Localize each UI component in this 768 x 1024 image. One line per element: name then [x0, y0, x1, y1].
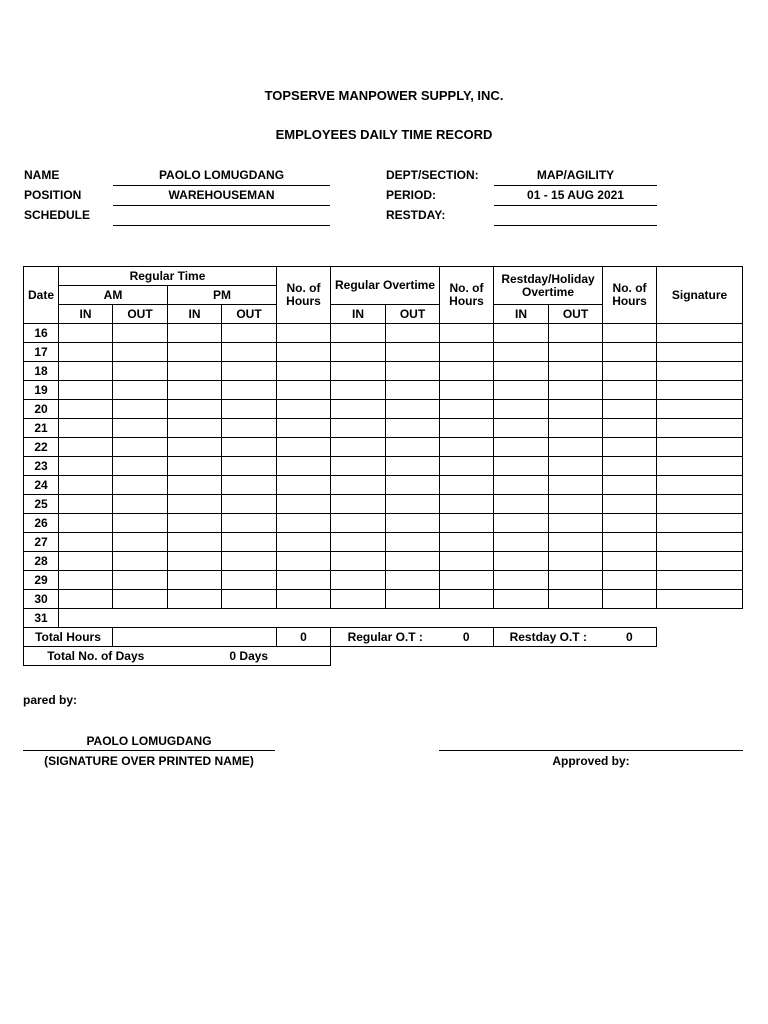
table-row — [24, 533, 743, 552]
date-cell: 29 — [24, 571, 59, 590]
time-cell[interactable] — [222, 381, 277, 400]
period-underline — [494, 205, 657, 206]
time-cell[interactable] — [168, 362, 222, 381]
date-cell: 24 — [24, 476, 59, 495]
table-row — [24, 419, 743, 438]
time-cell[interactable] — [494, 590, 549, 609]
time-cell[interactable] — [440, 476, 494, 495]
time-cell[interactable] — [494, 362, 549, 381]
time-cell[interactable] — [59, 495, 113, 514]
time-cell[interactable] — [277, 571, 331, 590]
signature-header: Signature — [657, 267, 743, 324]
time-cell[interactable] — [277, 362, 331, 381]
time-cell[interactable] — [657, 514, 743, 533]
time-cell[interactable] — [440, 514, 494, 533]
restday-underline — [494, 225, 657, 226]
time-cell[interactable] — [222, 571, 277, 590]
restday-ot-label: Restday O.T : — [494, 628, 603, 647]
time-cell[interactable] — [440, 609, 494, 628]
time-cell[interactable] — [657, 495, 743, 514]
time-cell[interactable] — [222, 495, 277, 514]
time-cell[interactable] — [331, 495, 386, 514]
prepared-signature-line — [23, 750, 275, 751]
time-cell[interactable] — [549, 533, 603, 552]
empty-cell — [657, 628, 743, 647]
time-cell[interactable] — [222, 438, 277, 457]
time-cell[interactable] — [113, 457, 168, 476]
time-cell[interactable] — [277, 533, 331, 552]
time-cell[interactable] — [277, 495, 331, 514]
time-cell[interactable] — [657, 552, 743, 571]
time-cell[interactable] — [386, 438, 440, 457]
time-cell[interactable] — [113, 571, 168, 590]
total-hours-blank — [113, 628, 277, 647]
time-cell[interactable] — [168, 324, 222, 343]
time-cell[interactable] — [603, 381, 657, 400]
time-cell[interactable] — [331, 476, 386, 495]
signature-caption: (SIGNATURE OVER PRINTED NAME) — [44, 754, 254, 768]
time-cell[interactable] — [386, 514, 440, 533]
time-cell[interactable] — [603, 609, 657, 628]
regular-ot-out-header: OUT — [386, 305, 440, 324]
empty-cell — [331, 647, 743, 666]
time-cell[interactable] — [168, 343, 222, 362]
time-cell[interactable] — [603, 419, 657, 438]
time-cell[interactable] — [113, 438, 168, 457]
hours-header-restday: No. of Hours — [603, 267, 657, 324]
time-cell[interactable] — [440, 495, 494, 514]
time-cell[interactable] — [603, 438, 657, 457]
time-cell[interactable] — [168, 457, 222, 476]
time-cell[interactable] — [386, 609, 440, 628]
time-cell[interactable] — [222, 324, 277, 343]
period-label: PERIOD: — [386, 188, 437, 202]
time-cell[interactable] — [59, 609, 113, 628]
table-row — [24, 609, 743, 628]
regular-ot-label: Regular O.T : — [331, 628, 440, 647]
time-cell[interactable] — [331, 552, 386, 571]
am-in-header: IN — [59, 305, 113, 324]
time-cell[interactable] — [386, 324, 440, 343]
time-cell[interactable] — [494, 438, 549, 457]
time-cell[interactable] — [549, 362, 603, 381]
table-row — [24, 495, 743, 514]
time-cell[interactable] — [603, 343, 657, 362]
time-cell[interactable] — [277, 609, 331, 628]
time-cell[interactable] — [657, 571, 743, 590]
pm-out-header: OUT — [222, 305, 277, 324]
time-cell[interactable] — [386, 476, 440, 495]
time-cell[interactable] — [59, 533, 113, 552]
time-cell[interactable] — [113, 400, 168, 419]
time-cell[interactable] — [386, 571, 440, 590]
time-cell[interactable] — [549, 324, 603, 343]
position-underline — [113, 205, 330, 206]
time-cell[interactable] — [657, 419, 743, 438]
time-cell[interactable] — [549, 514, 603, 533]
time-cell[interactable] — [386, 533, 440, 552]
restday-label: RESTDAY: — [386, 208, 446, 222]
time-cell[interactable] — [277, 590, 331, 609]
time-cell[interactable] — [549, 457, 603, 476]
time-cell[interactable] — [603, 362, 657, 381]
name-label: NAME — [24, 168, 60, 182]
time-cell[interactable] — [657, 343, 743, 362]
time-cell[interactable] — [113, 552, 168, 571]
time-cell[interactable] — [386, 590, 440, 609]
restday-holiday-overtime-header: Restday/Holiday Overtime — [494, 267, 603, 305]
time-cell[interactable] — [494, 609, 549, 628]
time-cell[interactable] — [386, 381, 440, 400]
time-cell[interactable] — [331, 343, 386, 362]
time-cell[interactable] — [386, 343, 440, 362]
time-cell[interactable] — [549, 476, 603, 495]
time-cell[interactable] — [331, 571, 386, 590]
time-cell[interactable] — [113, 495, 168, 514]
time-cell[interactable] — [168, 514, 222, 533]
time-cell[interactable] — [603, 476, 657, 495]
time-cell[interactable] — [331, 381, 386, 400]
time-cell[interactable] — [113, 343, 168, 362]
time-cell[interactable] — [168, 495, 222, 514]
time-cell[interactable] — [603, 495, 657, 514]
time-cell[interactable] — [494, 419, 549, 438]
time-cell[interactable] — [168, 552, 222, 571]
time-cell[interactable] — [222, 514, 277, 533]
time-cell[interactable] — [277, 457, 331, 476]
time-cell[interactable] — [59, 552, 113, 571]
time-cell[interactable] — [440, 590, 494, 609]
time-cell[interactable] — [603, 400, 657, 419]
table-row — [24, 476, 743, 495]
time-cell[interactable] — [549, 609, 603, 628]
time-cell[interactable] — [331, 362, 386, 381]
date-cell: 21 — [24, 419, 59, 438]
time-cell[interactable] — [494, 495, 549, 514]
time-cell[interactable] — [657, 438, 743, 457]
time-cell[interactable] — [113, 419, 168, 438]
time-cell[interactable] — [59, 419, 113, 438]
printed-name: PAOLO LOMUGDANG — [86, 734, 212, 748]
total-days-row — [24, 647, 743, 666]
dept-value: MAP/AGILITY — [536, 168, 615, 182]
time-cell[interactable] — [113, 590, 168, 609]
approved-by-label: Approved by: — [552, 754, 630, 768]
time-cell[interactable] — [168, 571, 222, 590]
time-cell[interactable] — [440, 324, 494, 343]
time-cell[interactable] — [59, 476, 113, 495]
date-cell: 23 — [24, 457, 59, 476]
time-cell[interactable] — [277, 343, 331, 362]
date-cell: 17 — [24, 343, 59, 362]
table-row — [24, 590, 743, 609]
time-cell[interactable] — [440, 457, 494, 476]
time-cell[interactable] — [657, 381, 743, 400]
date-cell: 25 — [24, 495, 59, 514]
restday-ot-out-header: OUT — [549, 305, 603, 324]
time-cell[interactable] — [603, 533, 657, 552]
time-cell[interactable] — [113, 362, 168, 381]
time-cell[interactable] — [386, 362, 440, 381]
time-cell[interactable] — [168, 419, 222, 438]
table-row — [24, 457, 743, 476]
time-cell[interactable] — [440, 343, 494, 362]
period-value: 01 - 15 AUG 2021 — [527, 188, 624, 202]
time-cell[interactable] — [494, 571, 549, 590]
pm-in-header: IN — [168, 305, 222, 324]
time-cell[interactable] — [113, 324, 168, 343]
position-label: POSITION — [24, 188, 82, 202]
date-cell: 30 — [24, 590, 59, 609]
time-cell[interactable] — [440, 381, 494, 400]
total-days-value: 0 Days — [168, 647, 331, 666]
date-cell: 28 — [24, 552, 59, 571]
time-cell[interactable] — [494, 324, 549, 343]
time-cell[interactable] — [222, 457, 277, 476]
time-cell[interactable] — [168, 590, 222, 609]
time-cell[interactable] — [331, 324, 386, 343]
time-cell[interactable] — [657, 476, 743, 495]
time-cell[interactable] — [59, 381, 113, 400]
date-cell: 26 — [24, 514, 59, 533]
document-title: EMPLOYEES DAILY TIME RECORD — [275, 127, 493, 142]
time-cell[interactable] — [277, 514, 331, 533]
time-cell[interactable] — [549, 438, 603, 457]
time-cell[interactable] — [222, 533, 277, 552]
table-row — [24, 343, 743, 362]
time-cell[interactable] — [549, 381, 603, 400]
prepared-by-label: pared by: — [23, 693, 78, 707]
time-cell[interactable] — [222, 400, 277, 419]
table-row — [24, 571, 743, 590]
time-cell[interactable] — [113, 476, 168, 495]
time-cell[interactable] — [657, 609, 743, 628]
time-cell[interactable] — [222, 362, 277, 381]
time-cell[interactable] — [113, 533, 168, 552]
time-cell[interactable] — [59, 590, 113, 609]
date-cell: 22 — [24, 438, 59, 457]
time-cell[interactable] — [549, 552, 603, 571]
time-cell[interactable] — [59, 514, 113, 533]
date-cell: 27 — [24, 533, 59, 552]
time-cell[interactable] — [494, 552, 549, 571]
time-cell[interactable] — [277, 438, 331, 457]
date-cell: 31 — [24, 609, 59, 628]
time-cell[interactable] — [277, 324, 331, 343]
time-cell[interactable] — [657, 400, 743, 419]
time-cell[interactable] — [168, 438, 222, 457]
time-cell[interactable] — [277, 381, 331, 400]
time-cell[interactable] — [277, 476, 331, 495]
time-cell[interactable] — [386, 457, 440, 476]
time-cell[interactable] — [168, 400, 222, 419]
restday-ot-value: 0 — [603, 628, 657, 647]
pm-header: PM — [168, 286, 277, 305]
time-cell[interactable] — [277, 400, 331, 419]
time-cell[interactable] — [549, 419, 603, 438]
time-cell[interactable] — [549, 343, 603, 362]
time-cell[interactable] — [113, 381, 168, 400]
time-cell[interactable] — [494, 514, 549, 533]
total-days-label: Total No. of Days — [24, 647, 168, 666]
name-underline — [113, 185, 330, 186]
time-cell[interactable] — [657, 590, 743, 609]
date-cell: 18 — [24, 362, 59, 381]
time-cell[interactable] — [603, 590, 657, 609]
table-row — [24, 438, 743, 457]
time-cell[interactable] — [386, 552, 440, 571]
time-cell[interactable] — [331, 533, 386, 552]
time-cell[interactable] — [549, 590, 603, 609]
time-cell[interactable] — [657, 457, 743, 476]
table-row — [24, 514, 743, 533]
time-cell[interactable] — [603, 571, 657, 590]
time-cell[interactable] — [440, 533, 494, 552]
time-cell[interactable] — [113, 514, 168, 533]
time-cell[interactable] — [440, 419, 494, 438]
table-row — [24, 552, 743, 571]
time-cell[interactable] — [440, 552, 494, 571]
position-value: WAREHOUSEMAN — [168, 188, 275, 202]
time-cell[interactable] — [168, 609, 222, 628]
restday-ot-in-header: IN — [494, 305, 549, 324]
time-cell[interactable] — [440, 362, 494, 381]
time-cell[interactable] — [168, 533, 222, 552]
time-cell[interactable] — [331, 457, 386, 476]
time-cell[interactable] — [494, 381, 549, 400]
dept-underline — [494, 185, 657, 186]
time-cell[interactable] — [603, 552, 657, 571]
table-row — [24, 400, 743, 419]
regular-overtime-header: Regular Overtime — [331, 267, 440, 305]
time-cell[interactable] — [222, 609, 277, 628]
time-cell[interactable] — [59, 362, 113, 381]
table-row — [24, 324, 743, 343]
time-cell[interactable] — [440, 438, 494, 457]
time-cell[interactable] — [549, 571, 603, 590]
time-cell[interactable] — [331, 590, 386, 609]
time-cell[interactable] — [59, 400, 113, 419]
date-cell: 19 — [24, 381, 59, 400]
time-cell[interactable] — [386, 400, 440, 419]
date-cell: 20 — [24, 400, 59, 419]
time-cell[interactable] — [277, 419, 331, 438]
time-cell[interactable] — [331, 438, 386, 457]
company-name: TOPSERVE MANPOWER SUPPLY, INC. — [264, 88, 504, 103]
am-out-header: OUT — [113, 305, 168, 324]
time-cell[interactable] — [657, 324, 743, 343]
hours-header-overtime: No. of Hours — [440, 267, 494, 324]
time-cell[interactable] — [603, 457, 657, 476]
total-hours-label: Total Hours — [24, 628, 113, 647]
time-cell[interactable] — [331, 400, 386, 419]
table-row — [24, 362, 743, 381]
time-cell[interactable] — [494, 533, 549, 552]
time-cell[interactable] — [603, 324, 657, 343]
dept-label: DEPT/SECTION: — [386, 168, 479, 182]
time-cell[interactable] — [386, 419, 440, 438]
time-cell[interactable] — [222, 552, 277, 571]
time-cell[interactable] — [222, 476, 277, 495]
date-header: Date — [24, 267, 59, 324]
time-cell[interactable] — [331, 609, 386, 628]
time-cell[interactable] — [59, 343, 113, 362]
name-value: PAOLO LOMUGDANG — [158, 168, 285, 182]
time-cell[interactable] — [494, 457, 549, 476]
regular-ot-value: 0 — [440, 628, 494, 647]
time-cell[interactable] — [113, 609, 168, 628]
approved-signature-line — [439, 750, 743, 751]
time-cell[interactable] — [494, 476, 549, 495]
time-cell[interactable] — [386, 495, 440, 514]
time-cell[interactable] — [603, 514, 657, 533]
time-cell[interactable] — [59, 571, 113, 590]
time-cell[interactable] — [168, 381, 222, 400]
time-cell[interactable] — [331, 419, 386, 438]
time-cell[interactable] — [59, 457, 113, 476]
time-cell[interactable] — [494, 400, 549, 419]
time-cell[interactable] — [222, 343, 277, 362]
time-cell[interactable] — [59, 324, 113, 343]
hours-header-regular: No. of Hours — [277, 267, 331, 324]
schedule-underline — [113, 225, 330, 226]
time-cell[interactable] — [222, 419, 277, 438]
time-cell[interactable] — [549, 495, 603, 514]
total-hours-row — [24, 628, 743, 647]
time-cell[interactable] — [168, 476, 222, 495]
time-cell[interactable] — [59, 438, 113, 457]
regular-time-header: Regular Time — [59, 267, 277, 286]
date-cell: 16 — [24, 324, 59, 343]
time-cell[interactable] — [657, 533, 743, 552]
table-row — [24, 381, 743, 400]
time-cell[interactable] — [657, 362, 743, 381]
time-cell[interactable] — [277, 552, 331, 571]
time-record-table — [23, 266, 743, 666]
time-cell[interactable] — [440, 400, 494, 419]
time-cell[interactable] — [494, 343, 549, 362]
time-cell[interactable] — [222, 590, 277, 609]
regular-ot-in-header: IN — [331, 305, 386, 324]
am-header: AM — [59, 286, 168, 305]
total-hours-value: 0 — [277, 628, 331, 647]
time-cell[interactable] — [549, 400, 603, 419]
time-cell[interactable] — [440, 571, 494, 590]
schedule-label: SCHEDULE — [24, 208, 91, 222]
time-cell[interactable] — [331, 514, 386, 533]
